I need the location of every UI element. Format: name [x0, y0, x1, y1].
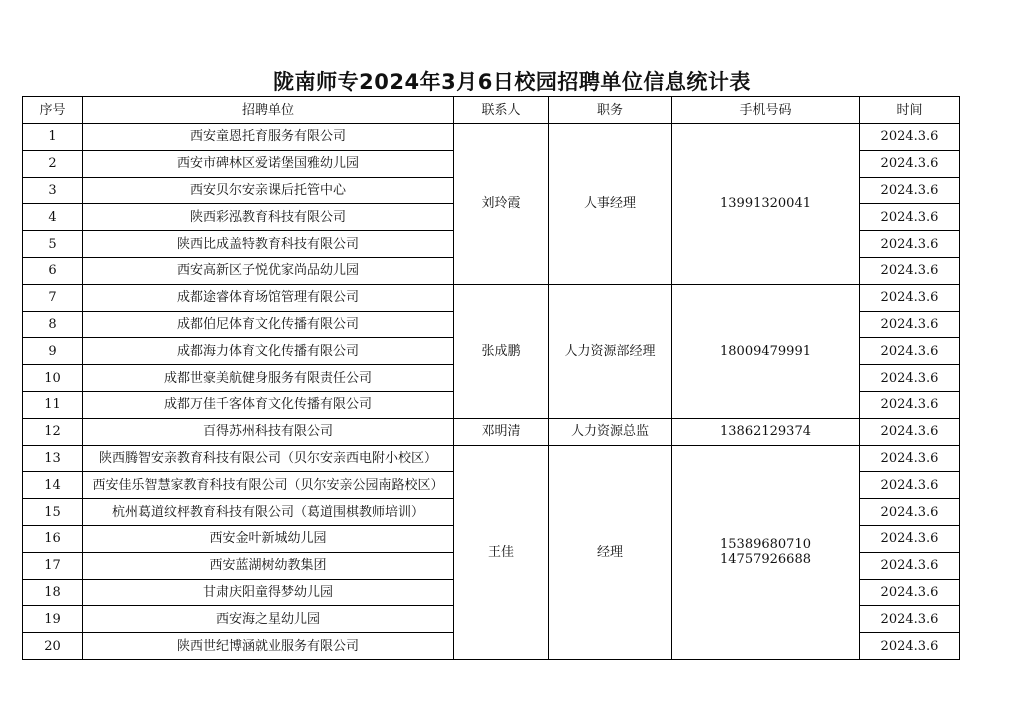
- cell-serial: 1: [23, 124, 83, 151]
- cell-serial: 6: [23, 257, 83, 284]
- cell-serial: 12: [23, 418, 83, 445]
- cell-time: 2024.3.6: [860, 338, 960, 365]
- table-row: [23, 418, 960, 445]
- cell-unit: 西安贝尔安亲课后托管中心: [83, 177, 454, 204]
- cell-unit: 西安蓝湖树幼教集团: [83, 552, 454, 579]
- phone-number: 14757926688: [720, 552, 811, 568]
- cell-unit: 陕西比成盖特教育科技有限公司: [83, 231, 454, 258]
- cell-unit: 陕西腾智安亲教育科技有限公司（贝尔安亲西电附小校区）: [83, 445, 454, 472]
- cell-phone: [672, 418, 860, 445]
- cell-unit: 西安佳乐智慧家教育科技有限公司（贝尔安亲公园南路校区）: [83, 472, 454, 499]
- cell-unit: 百得苏州科技有限公司: [83, 418, 454, 445]
- cell-position: 人力资源总监: [549, 418, 672, 445]
- cell-phone: [672, 445, 860, 659]
- cell-unit: 成都伯尼体育文化传播有限公司: [83, 311, 454, 338]
- cell-unit: 西安童恩托育服务有限公司: [83, 124, 454, 151]
- cell-serial: 8: [23, 311, 83, 338]
- cell-unit: 西安金叶新城幼儿园: [83, 525, 454, 552]
- cell-serial: 14: [23, 472, 83, 499]
- table-header-row: [23, 97, 960, 124]
- phone-number: 18009479991: [720, 343, 811, 359]
- cell-serial: 7: [23, 284, 83, 311]
- cell-time: 2024.3.6: [860, 177, 960, 204]
- cell-position: 人力资源部经理: [549, 284, 672, 418]
- cell-time: 2024.3.6: [860, 552, 960, 579]
- cell-serial: 18: [23, 579, 83, 606]
- cell-unit: 甘肃庆阳童得梦幼儿园: [83, 579, 454, 606]
- cell-serial: 11: [23, 391, 83, 418]
- cell-serial: 13: [23, 445, 83, 472]
- cell-serial: 20: [23, 633, 83, 660]
- page-title: 陇南师专2024年3月6日校园招聘单位信息统计表: [273, 70, 751, 94]
- cell-serial: 2: [23, 150, 83, 177]
- cell-unit: 西安高新区子悦优家尚品幼儿园: [83, 257, 454, 284]
- phone-number: 13991320041: [720, 196, 811, 212]
- header-time: 时间: [860, 97, 960, 124]
- cell-time: 2024.3.6: [860, 579, 960, 606]
- cell-serial: 5: [23, 231, 83, 258]
- cell-serial: 4: [23, 204, 83, 231]
- cell-time: 2024.3.6: [860, 445, 960, 472]
- cell-contact: 张成鹏: [454, 284, 549, 418]
- table-body: [23, 124, 960, 660]
- cell-serial: 3: [23, 177, 83, 204]
- cell-contact: 邓明清: [454, 418, 549, 445]
- cell-phone: [672, 284, 860, 418]
- cell-unit: 西安市碑林区爱诺堡国雅幼儿园: [83, 150, 454, 177]
- cell-time: 2024.3.6: [860, 284, 960, 311]
- table-row: [23, 445, 960, 472]
- cell-serial: 10: [23, 365, 83, 392]
- header-contact: 联系人: [454, 97, 549, 124]
- cell-unit: 陕西彩泓教育科技有限公司: [83, 204, 454, 231]
- cell-time: 2024.3.6: [860, 525, 960, 552]
- cell-contact: 刘玲霞: [454, 124, 549, 285]
- cell-unit: 成都万佳千客体育文化传播有限公司: [83, 391, 454, 418]
- cell-time: 2024.3.6: [860, 257, 960, 284]
- phone-number: 15389680710: [720, 537, 811, 553]
- cell-position: 人事经理: [549, 124, 672, 285]
- cell-time: 2024.3.6: [860, 365, 960, 392]
- cell-serial: 15: [23, 499, 83, 526]
- cell-phone: [672, 124, 860, 285]
- cell-serial: 16: [23, 525, 83, 552]
- cell-time: 2024.3.6: [860, 472, 960, 499]
- cell-time: 2024.3.6: [860, 499, 960, 526]
- cell-time: 2024.3.6: [860, 391, 960, 418]
- cell-time: 2024.3.6: [860, 311, 960, 338]
- cell-position: 经理: [549, 445, 672, 659]
- table-row: [23, 284, 960, 311]
- recruitment-table: [22, 96, 960, 660]
- header-serial: 序号: [23, 97, 83, 124]
- cell-serial: 19: [23, 606, 83, 633]
- cell-time: 2024.3.6: [860, 204, 960, 231]
- cell-serial: 9: [23, 338, 83, 365]
- phone-number: 13862129374: [720, 424, 811, 440]
- cell-time: 2024.3.6: [860, 150, 960, 177]
- cell-unit: 成都途睿体育场馆管理有限公司: [83, 284, 454, 311]
- cell-unit: 西安海之星幼儿园: [83, 606, 454, 633]
- cell-contact: 王佳: [454, 445, 549, 659]
- cell-time: 2024.3.6: [860, 418, 960, 445]
- cell-serial: 17: [23, 552, 83, 579]
- table-row: [23, 124, 960, 151]
- header-phone: 手机号码: [672, 97, 860, 124]
- cell-unit: 陕西世纪博涵就业服务有限公司: [83, 633, 454, 660]
- cell-time: 2024.3.6: [860, 124, 960, 151]
- cell-unit: 杭州葛道纹枰教育科技有限公司（葛道围棋教师培训）: [83, 499, 454, 526]
- cell-unit: 成都世豪美航健身服务有限责任公司: [83, 365, 454, 392]
- header-position: 职务: [549, 97, 672, 124]
- header-unit: 招聘单位: [83, 97, 454, 124]
- cell-unit: 成都海力体育文化传播有限公司: [83, 338, 454, 365]
- cell-time: 2024.3.6: [860, 606, 960, 633]
- cell-time: 2024.3.6: [860, 231, 960, 258]
- cell-time: 2024.3.6: [860, 633, 960, 660]
